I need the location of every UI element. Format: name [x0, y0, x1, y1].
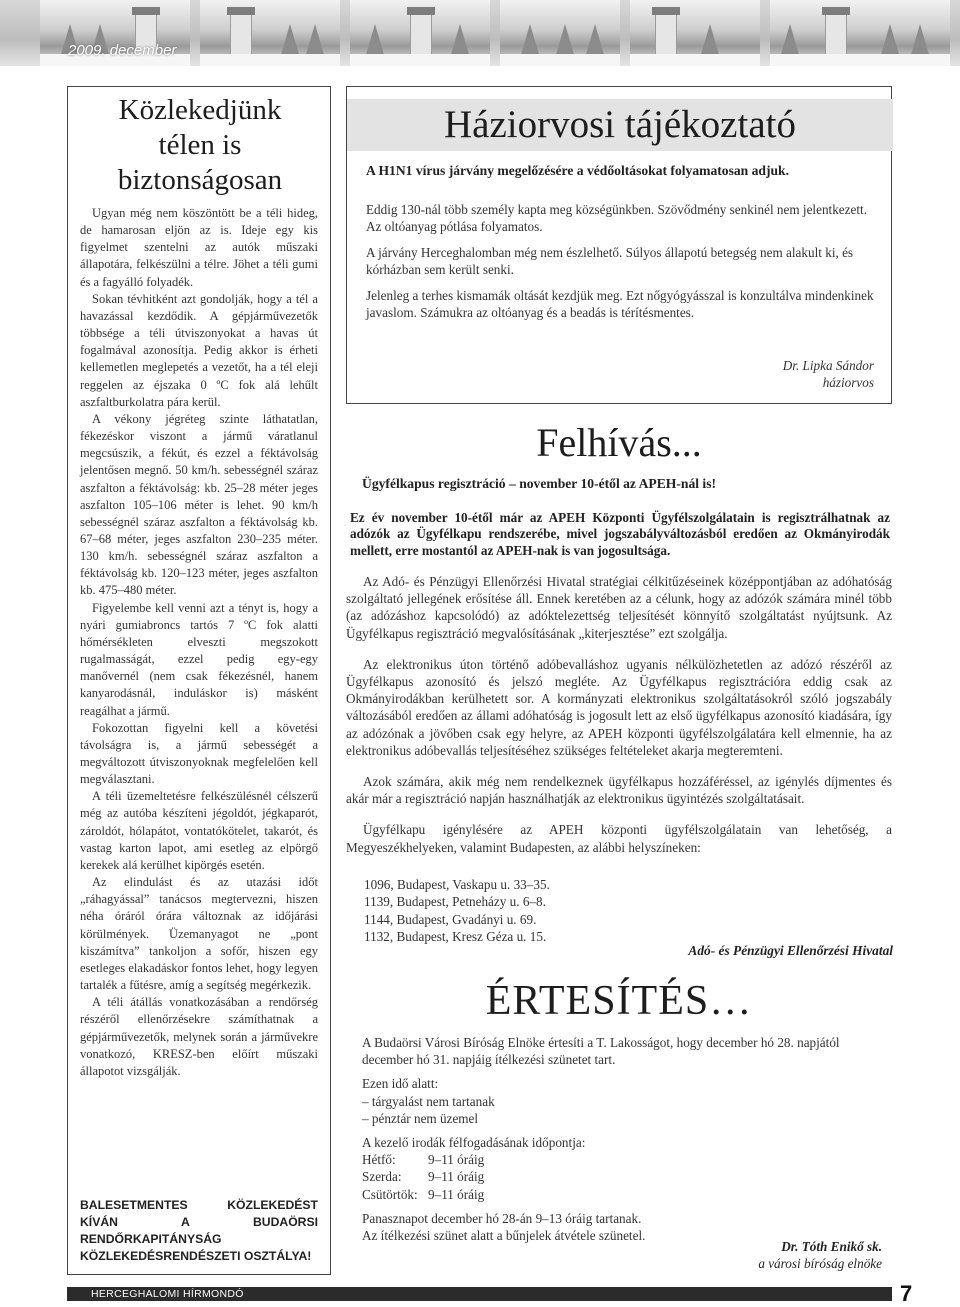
winter-photo-5	[630, 0, 760, 66]
address-item: 1096, Budapest, Vaskapu u. 33–35.	[364, 877, 550, 892]
hours-row	[362, 1186, 882, 1203]
ertesites-intro: A Budaörsi Városi Bíróság Elnöke értesíti a T. Lakosságot, hogy december hó 28. napjától december hó 31. napjáig ítélkezési szünetet tart.	[362, 1035, 840, 1068]
felhivas-lead: Ez év november 10-étől már az APEH Központi Ügyfélszolgálatain is regisztrálhatnak az adózók az Ügyfélkapu rendszerébe, mivel jogszabályváltozásból eredően az Okmányirodák mellett, erre mostantól az APEH-nak is van jogosultsága.	[350, 510, 890, 558]
closure-block	[362, 1075, 882, 1127]
office-hours-block	[362, 1134, 882, 1203]
closure-item: – pénztár nem üzemel	[362, 1110, 479, 1126]
article-paragraph: Sokan tévhitként azt gondolják, hogy a tél a havazással kezdődik. A gépjárművezetők többsége a téli útviszonyokat a havas út fogalmával azonosítja. Pedig akkor is érheti kellemetlen meglepetés a vezetőt, ha a tél eleji reggelen az éjszaka 0 ºC fok alá lehűlt aszfaltburkolatra pára kerül.	[80, 291, 318, 409]
hours-row	[362, 1151, 882, 1168]
closure-item: – tárgyalást nem tartanak	[362, 1093, 495, 1109]
felhivas-paragraph: Azok számára, akik még nem rendelkeznek ügyfélkapus hozzáféréssel, az igénylés díjmentes és akár már a regisztráció napján használhatják az elektronikus ügyintézés szolgáltatásait.	[346, 774, 892, 807]
hours-time: 9–11 óráig	[428, 1186, 485, 1202]
court-president-name: Dr. Tóth Enikő sk.	[781, 1239, 882, 1254]
address-item: 1139, Budapest, Petneházy u. 6–8.	[364, 894, 546, 910]
page-number: 7	[900, 1281, 913, 1306]
felhivas-paragraph: Ügyfélkapu igénylésére az APEH központi ügyfélszolgálatain van lehetőség, a Megyeszékhelyeken, valamint Budapesten, az alábbi helyszíneken:	[346, 822, 892, 855]
doctor-signature	[783, 357, 874, 391]
closure-heading: Ezen idő alatt:	[362, 1076, 439, 1092]
court-president-role: a városi bíróság elnöke	[758, 1256, 882, 1271]
article-paragraph: A téli üzemeltetésre felkészülésnél célszerű még az autóba készíteni jégoldót, jégkaparót, zároldót, hólapátot, vontatókötelet, takarót, és vastag karton lapot, ami esetleg az elpörgő kerekek alá kerülhet kipörgés esetén.	[80, 789, 318, 872]
doctor-lead: A H1N1 vírus járvány megelőzésére a védőoltásokat folyamatosan adjuk.	[366, 163, 790, 178]
article-paragraph: Fokozottan figyelni kell a követési távolságra is, a jármű sebességét a megváltozott útviszonyoknak megfelelően kell megválasztani.	[80, 720, 318, 787]
hours-time: 9–11 óráig	[428, 1152, 485, 1168]
address-item: 1144, Budapest, Gvadányi u. 69.	[364, 911, 537, 927]
panasz-line: Az ítélkezési szünet alatt a bűnjelek átvétele szünetel.	[362, 1228, 646, 1244]
ertesites-body	[362, 1034, 882, 1251]
panasz-line: Panasznapot december hó 28-án 9–13 óráig tartanak.	[362, 1210, 642, 1226]
doctor-body	[366, 201, 876, 330]
article-paragraph: A vékony jégréteg szinte láthatatlan, fékezéskor viszont a jármű váratlanul megcsúszik, a fékút, és ezzel a féktávolság jelentősen megnő. 50 km/h. sebességnél száraz aszfalton a féktávolság: kb. 25–28 méter jeges aszfalton 105–106 méter is lehet. 90 km/h sebességnél száraz aszfalton a féktávolság kb. 67–68 méter, jeges aszfalton 230–235 méter. 130 km/h. sebességnél száraz aszfalton a féktávolság kb. 120–123 méter, jeges aszfalton kb. 475–480 méter.	[80, 411, 318, 598]
doctor-role: háziorvos	[822, 375, 874, 390]
hours-heading: A kezelő irodák félfogadásának időpontja:	[362, 1135, 586, 1151]
hours-time: 9–11 óráig	[428, 1169, 485, 1185]
article-paragraph: Az elindulást és az utazási időt „ráhagyással” tanácsos megtervezni, hiszen néha óráról órára változnak az időjárási körülmények. Üzemanyagot ne „pont kiszámítva” tankoljon a sofőr, hiszen egy esetleges elakadáskor fontos lehet, hogy legyen tartalék a fűtésre, amíg a segítség megérkezik.	[80, 875, 318, 993]
felhivas-paragraph: Az elektronikus úton történő adóbevalláshoz ugyanis nélkülözhetetlen az adózó részéről az Ügyfélkapus azonosító és jelszó megléte. Az Ügyfélkapus regisztrációra eddig csak az Okmányirodákban kerülhetett sor. A kormányzati elektronikus szolgáltatásokról szóló jogszabály változásából eredően az állami adóhatóság is jogosult lett az első ügyfélkapus azonosító kiadására, így az adózónak a jövőben csak egy helyre, az APEH központi ügyfélszolgálatára kell elmennie, ha az elektronikus adóbevallás teljesítéséhez szükséges feltételeket akarja megteremteni.	[346, 656, 892, 758]
article-title	[68, 93, 332, 198]
title-line: Közlekedjünk	[118, 94, 282, 126]
article-body	[80, 205, 318, 1080]
issue-date: 2009. december	[68, 42, 177, 59]
doctor-title: Háziorvosi tájékoztató	[347, 99, 893, 151]
felhivas-body	[346, 573, 892, 870]
title-line: télen is	[158, 129, 242, 161]
address-item: 1132, Budapest, Kresz Géza u. 15.	[364, 928, 547, 944]
felhivas-title: Felhívás...	[536, 420, 702, 465]
article-closing: BALESETMENTES KÖZLEKEDÉST KÍVÁN A BUDAÖRSI RENDŐRKAPITÁNYSÁG KÖZLEKEDÉSRENDÉSZETI OSZTÁLYA!	[80, 1198, 318, 1263]
address-list	[364, 876, 550, 945]
publication-name: HERCEGHALOMI HÍRMONDÓ	[91, 1288, 244, 1300]
hours-row	[362, 1168, 882, 1185]
article-paragraph: A téli átállás vonatkozásában a rendőrség részéről ellenőrzésekre számíthatnak a gépjárművezetők, melynek során a járművekre vonatkozó, KRESZ-ben előírt műszaki állapotot vizsgálják.	[80, 995, 318, 1078]
hours-day: Hétfő:	[362, 1152, 396, 1168]
doctor-info-box	[346, 86, 892, 404]
winter-photo-4	[500, 0, 620, 66]
doctor-paragraph: A járvány Herceghalomban még nem észlelhető. Súlyos állapotú betegség nem alakult ki, és kórházban sem került senki.	[366, 245, 854, 277]
winter-photo-3	[350, 0, 490, 66]
doctor-paragraph: Jelenleg a terhes kismamák oltását kezdjük meg. Ezt nőgyógyásszal is konzultálva mindenkinek javaslom. Számukra az oltóanyag és a beadás is térítésmentes.	[366, 288, 874, 320]
traffic-safety-article	[67, 86, 331, 1275]
felhivas-paragraph: Az Adó- és Pénzügyi Ellenőrzési Hivatal stratégiai célkitűzéseinek középpontjában az adóhatóság szolgáltató jellegének erősítése áll. Ennek keretében az a célunk, hogy az adózók számára minél több (az adózáshoz kapcsolódó) az adóktelezettség teljesítését könnyítő szolgáltatást nyújtsunk. Az Ügyfélkapus regisztráció megvalósításának „kiterjesztése” ezt szolgálja.	[346, 574, 892, 641]
ertesites-title: ÉRTESÍTÉS…	[485, 978, 753, 1024]
doctor-paragraph: Eddig 130-nál több személy kapta meg községünkben. Szövődmény senkinél nem jelentkezett. Az oltóanyag pótlása folyamatos.	[366, 202, 867, 234]
title-line: biztonságosan	[117, 164, 283, 196]
hours-day: Csütörtök:	[362, 1186, 418, 1202]
doctor-name: Dr. Lipka Sándor	[782, 358, 874, 373]
winter-photo-2	[200, 0, 340, 66]
apeh-signature: Adó- és Pénzügyi Ellenőrzési Hivatal	[688, 943, 893, 958]
felhivas-subtitle: Ügyfélkapus regisztráció – november 10-étől az APEH-nál is!	[362, 476, 717, 491]
winter-photo-6	[770, 0, 950, 66]
court-signature	[758, 1238, 882, 1272]
hours-day: Szerda:	[362, 1169, 402, 1185]
header-photo-strip	[0, 0, 960, 66]
article-paragraph: Figyelembe kell venni azt a tényt is, hogy a nyári gumiabroncs tartós 7 ºC fok alatti hőmérsékleten elveszti megszokott rugalmasságát, ezzel pedig egy-egy manővernél (nem csak fékezésnél, hanem kanyarodásnál, induláskor is) másként reagálhat a jármű.	[80, 600, 318, 718]
article-paragraph: Ugyan még nem köszöntött be a téli hideg, de hamarosan eljön az is. Ideje egy kis figyelmet szentelni az autók műszaki állapotára, felkészülni a télre. Jöhet a téli gumi és a fagyálló folyadék.	[80, 206, 318, 289]
